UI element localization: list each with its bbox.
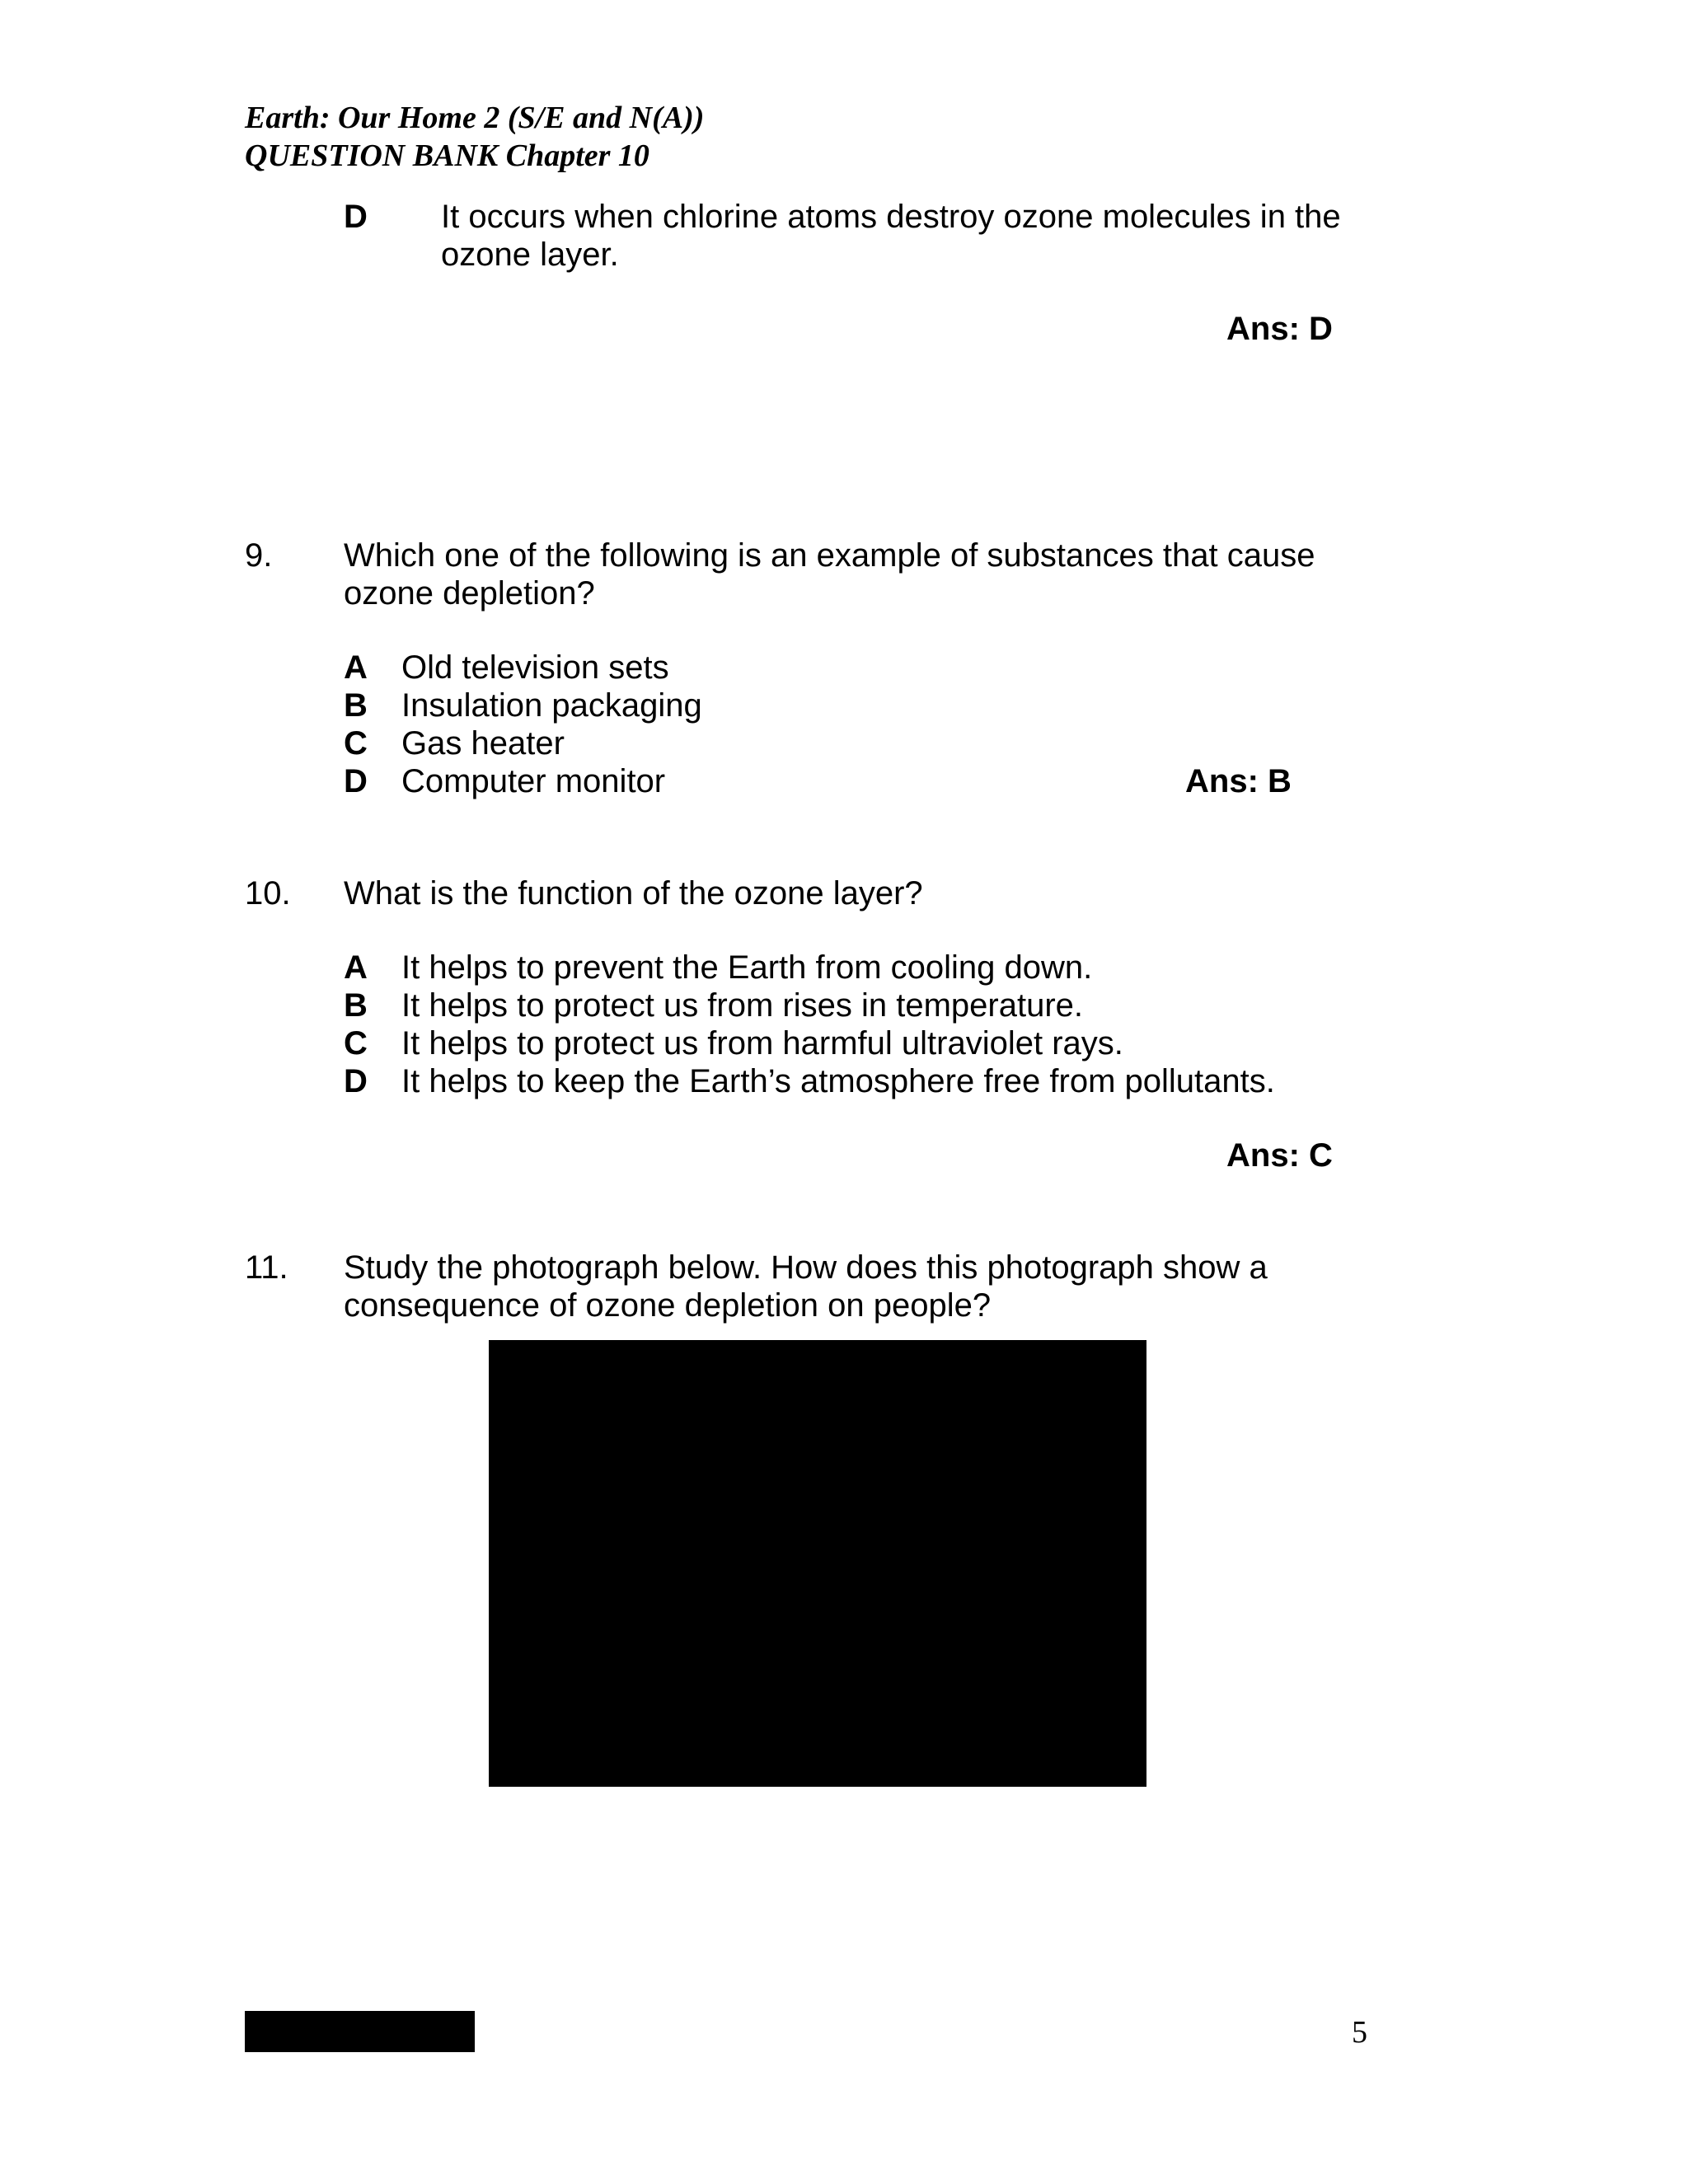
q10-option-letter-b: B: [344, 987, 368, 1024]
q9-option-letter-b: B: [344, 687, 368, 724]
q8-option-text-line1: It occurs when chlorine atoms destroy ozone molecules in the: [441, 199, 1341, 235]
q9-option-text-d: Computer monitor: [401, 763, 666, 799]
q9-option-letter-c: C: [344, 725, 368, 762]
q11-question-line2: consequence of ozone depletion on people?: [344, 1287, 992, 1324]
q9-option-letter-a: A: [344, 649, 368, 686]
q9-question-line2: ozone depletion?: [344, 575, 595, 612]
q9-option-text-c: Gas heater: [401, 725, 565, 762]
q10-option-letter-d: D: [344, 1063, 368, 1099]
q9-option-text-b: Insulation packaging: [401, 687, 702, 724]
q10-option-text-b: It helps to protect us from rises in temperature.: [401, 987, 1084, 1024]
q10-option-text-d: It helps to keep the Earth’s atmosphere free from pollutants.: [401, 1063, 1275, 1099]
q8-answer: Ans: D: [1226, 311, 1333, 347]
header-title: Earth: Our Home 2 (S/E and N(A)): [245, 101, 705, 135]
redacted-footer-block: [245, 2011, 475, 2052]
q9-question-line1: Which one of the following is an example of substances that cause: [344, 537, 1315, 574]
header-subtitle: QUESTION BANK Chapter 10: [245, 138, 649, 173]
q8-option-text-line2: ozone layer.: [441, 237, 619, 273]
redacted-photograph: [489, 1340, 1146, 1787]
q10-number: 10.: [245, 875, 291, 912]
q10-answer: Ans: C: [1226, 1137, 1333, 1174]
q10-option-text-a: It helps to prevent the Earth from cooling down.: [401, 949, 1093, 986]
q10-option-text-c: It helps to protect us from harmful ultraviolet rays.: [401, 1025, 1123, 1062]
q9-option-text-a: Old television sets: [401, 649, 669, 686]
page-number: 5: [1352, 2015, 1367, 2050]
q10-option-letter-a: A: [344, 949, 368, 986]
q8-option-letter-d: D: [344, 199, 368, 235]
q11-question-line1: Study the photograph below. How does this photograph show a: [344, 1249, 1268, 1286]
q10-option-letter-c: C: [344, 1025, 368, 1062]
q11-number: 11.: [245, 1249, 288, 1286]
q10-question-line1: What is the function of the ozone layer?: [344, 875, 923, 912]
q9-answer: Ans: B: [1185, 763, 1292, 799]
q9-number: 9.: [245, 537, 273, 574]
q9-option-letter-d: D: [344, 763, 368, 799]
